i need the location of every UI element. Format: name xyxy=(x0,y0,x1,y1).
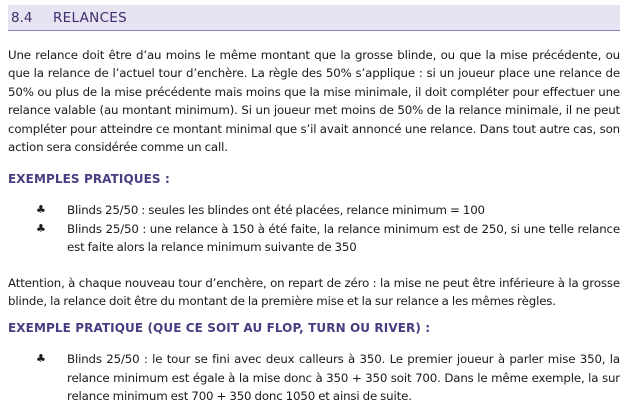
intro-paragraph: Une relance doit être d’au moins le même montant que la grosse blinde, ou que la mise précédente, ou que la relance de l’actuel tour d’enchère. La règle des 50% s’applique : si un joueur place une relance de 50% ou plus de la mise précédente mais moins que la mise minimale, il doit compléter pour effectuer une relance valable (au montant minimum). Si un joueur met moins de 50% de la relance minimale, il ne peut compléter pour atteindre ce montant minimal que s’il avait annoncé une relance. Dans tout autre cas, son action sera considérée comme un call. xyxy=(8,48,620,155)
examples-heading: EXEMPLES PRATIQUES : xyxy=(8,172,170,187)
section-header xyxy=(8,5,620,31)
example-list xyxy=(8,350,620,405)
club-icon: ♣ xyxy=(36,203,46,217)
section-title: RELANCES xyxy=(53,9,127,26)
club-icon: ♣ xyxy=(36,221,46,235)
list-item-text: Blinds 25/50 : le tour se fini avec deux calleurs à 350. Le premier joueur à parler mise 350, la relance minimum est égale à la mise donc à 350 + 350 soit 700. Dans le même exemple, la sur relance minimum est 700 + 350 donc 1050 et ainsi de suite. xyxy=(67,352,620,404)
examples-list xyxy=(8,201,620,256)
section-number: 8.4 xyxy=(11,9,33,26)
list-item xyxy=(36,201,620,219)
attention-paragraph: Attention, à chaque nouveau tour d’enchère, on repart de zéro : la mise ne peut être inférieure à la grosse blinde, la relance doit être du montant de la première mise et la sur relance a les mêmes règles. xyxy=(8,275,620,309)
example-heading: EXEMPLE PRATIQUE (QUE CE SOIT AU FLOP, TURN OU RIVER) : xyxy=(8,321,431,336)
list-item-text: Blinds 25/50 : seules les blindes ont été placées, relance minimum = 100 xyxy=(67,203,485,218)
list-item-text: Blinds 25/50 : une relance à 150 à été faite, la relance minimum est de 250, si une telle relance est faite alors la relance minimum suivante de 350 xyxy=(67,221,620,255)
club-icon: ♣ xyxy=(36,352,46,366)
list-item xyxy=(36,350,620,405)
list-item xyxy=(36,220,620,257)
